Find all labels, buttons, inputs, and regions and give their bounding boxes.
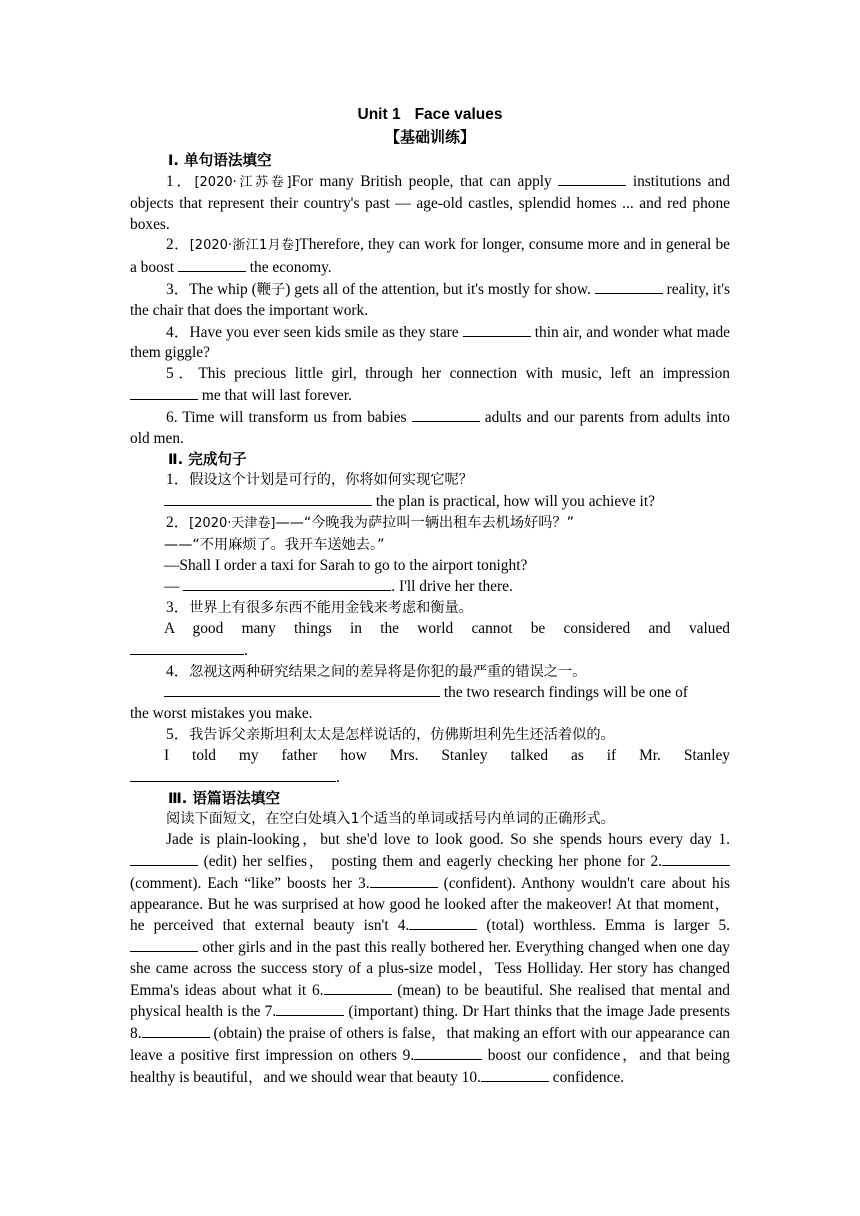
passage-blank-4[interactable] [409, 915, 477, 930]
passage: Jade is plain-looking，but she'd love to look good. So she spends hours every day 1. (edit) her selfies， posting them and eagerly checking her phone for 2. (comment). Each “like” boosts her 3. (confident). Anthony wouldn't care about his appearance. But he was surprised at how good he looked after the makeover! At that moment，he perceived that external beauty isn't 4. (total) worthless. Emma is larger 5. other girls and in the past this really bothered her. Everything changed when one day she came across the success story of a plus-size model，Tess Holliday. Her story has changed Emma's ideas about what it 6. (mean) to be beautiful. She realised that mental and physical health is the 7. (important) thing. Dr Hart thinks that the image Jade presents 8. (obtain) the praise of others is false，that making an effort with our appearance can leave a positive first impression on others 9. boost our confidence，and that being healthy is beautiful，and we should wear that beauty 10. confidence. [130, 831, 731, 1086]
answer-blank[interactable] [183, 576, 391, 591]
passage-blank-2[interactable] [662, 851, 730, 866]
question-1-3: 3．The whip (鞭子) gets all of the attention, but it's mostly for show. reality, it's the chair that does the important work. [130, 280, 730, 319]
question-2-2: 2．[2020·天津卷]——“今晚我为萨拉叫一辆出租车去机场好吗？” ——“不用麻烦了。我开车送她去。” —Shall I order a taxi for Sarah to go to the airport tonight? — . I'll drive her there. [164, 513, 574, 596]
answer-blank[interactable] [130, 385, 198, 400]
answer-blank[interactable] [178, 257, 246, 272]
section-3-instruction: 阅读下面短文，在空白处填入1个适当的单词或括号内单词的正确形式。 [166, 811, 615, 828]
passage-blank-5[interactable] [130, 937, 198, 952]
passage-blank-9[interactable] [414, 1045, 482, 1060]
question-2-1: 1．假设这个计划是可行的，你将如何实现它呢？ the plan is practical, how will you achieve it? [166, 471, 655, 511]
answer-blank[interactable] [164, 491, 372, 506]
passage-blank-10[interactable] [481, 1067, 549, 1082]
unit-label: Unit 1 [357, 106, 401, 123]
passage-blank-7[interactable] [276, 1001, 344, 1016]
question-1-5: 5．This precious little girl, through her connection with music, left an impression me that will last forever. [130, 364, 730, 407]
answer-blank[interactable] [463, 322, 531, 337]
page-title [130, 104, 730, 126]
passage-blank-3[interactable] [370, 873, 438, 888]
passage-blank-8[interactable] [142, 1023, 210, 1038]
section-1-heading: Ⅰ. 单句语法填空 [168, 152, 272, 169]
answer-blank[interactable] [595, 279, 663, 294]
answer-blank[interactable] [558, 171, 626, 186]
section-2-heading: Ⅱ. 完成句子 [168, 451, 247, 469]
question-2-5: 5．我告诉父亲斯坦利太太是怎样说话的，仿佛斯坦利先生还活着似的。 I told my father how Mrs. Stanley talked as if Mr. Stanley . [130, 725, 730, 788]
unit-topic: Face values [414, 106, 503, 123]
question-1-6: 6. Time will transform us from babies adults and our parents from adults into old men. [130, 408, 730, 447]
section-3-heading: Ⅲ. 语篇语法填空 [168, 790, 280, 808]
question-1-2: 2．[2020·浙江1月卷]Therefore, they can work for longer, consume more and in general be a boost the economy. [130, 236, 730, 277]
answer-blank[interactable] [130, 640, 244, 655]
question-1-4: 4．Have you ever seen kids smile as they stare thin air, and wonder what made them giggle? [130, 323, 731, 362]
question-1-1: 1．[2020·江苏卷]For many British people, that can apply institutions and objects that represent their country's past — age-old castles, splendid homes ... and red phone boxes. [130, 173, 730, 233]
answer-blank[interactable] [164, 682, 440, 697]
question-2-3: 3．世界上有很多东西不能用金钱来考虑和衡量。 A good many things in the world cannot be considered and valued . [130, 598, 730, 661]
question-2-4: 4．忽视这两种研究结果之间的差异将是你犯的最严重的错误之一。 the two research findings will be one of the worst mistakes you make. [130, 662, 688, 723]
passage-blank-1[interactable] [130, 851, 198, 866]
page-subtitle: 【基础训练】 [384, 128, 475, 146]
passage-blank-6[interactable] [324, 980, 392, 995]
answer-blank[interactable] [130, 767, 336, 782]
answer-blank[interactable] [412, 407, 480, 422]
